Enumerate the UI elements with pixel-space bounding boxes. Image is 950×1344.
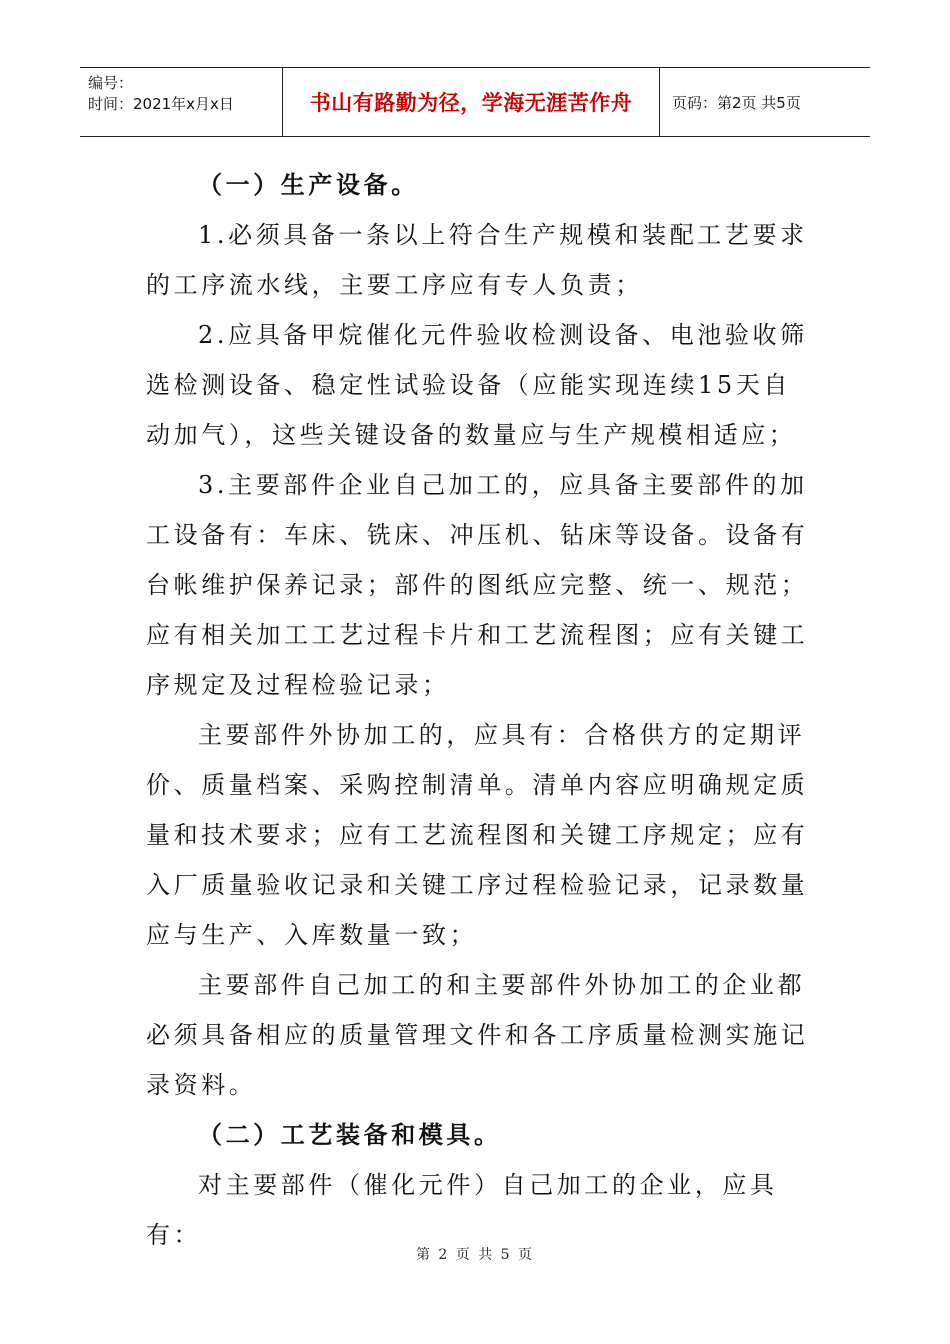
section-heading-process-equipment: （二）工艺装备和模具。 [198,1121,502,1149]
document-time-label: 时间：2021年x月x日 [88,95,234,113]
section-heading-production-equipment: （一）生产设备。 [198,171,419,199]
body-paragraph: 2.应具备甲烷催化元件验收检测设备、电池验收筛选检测设备、稳定性试验设备（应能实现连续15天自动加气），这些关键设备的数量应与生产规模相适应； [146,321,808,449]
header-page-info: 页码：第2页 共5页 [672,93,801,112]
header-meta [80,68,282,136]
document-number-label: 编号： [88,74,134,92]
document-body [146,160,816,1260]
body-paragraph: 主要部件自己加工的和主要部件外协加工的企业都必须具备相应的质量管理文件和各工序质量检测实施记录资料。 [146,971,809,1099]
body-paragraph: 对主要部件（催化元件）自己加工的企业，应具有： [146,1171,778,1249]
body-paragraph: 主要部件外协加工的，应具有：合格供方的定期评价、质量档案、采购控制清单。清单内容应明确规定质量和技术要求；应有工艺流程图和关键工序规定；应有入厂质量验收记录和关键工序过程检验记录，记录数量应与生产、入库数量一致； [146,721,809,949]
body-paragraph: 3.主要部件企业自己加工的，应具备主要部件的加工设备有：车床、铣床、冲压机、钻床等设备。设备有台帐维护保养记录；部件的图纸应完整、统一、规范；应有相关加工工艺过程卡片和工艺流程图；应有关键工序规定及过程检验记录； [146,471,809,699]
body-paragraph: 1.必须具备一条以上符合生产规模和装配工艺要求的工序流水线，主要工序应有专人负责； [146,221,808,299]
page-footer: 第 2 页 共 5 页 [415,1247,535,1263]
document-header [80,67,870,137]
header-motto: 书山有路勤为径，学海无涯苦作舟 [282,68,660,136]
